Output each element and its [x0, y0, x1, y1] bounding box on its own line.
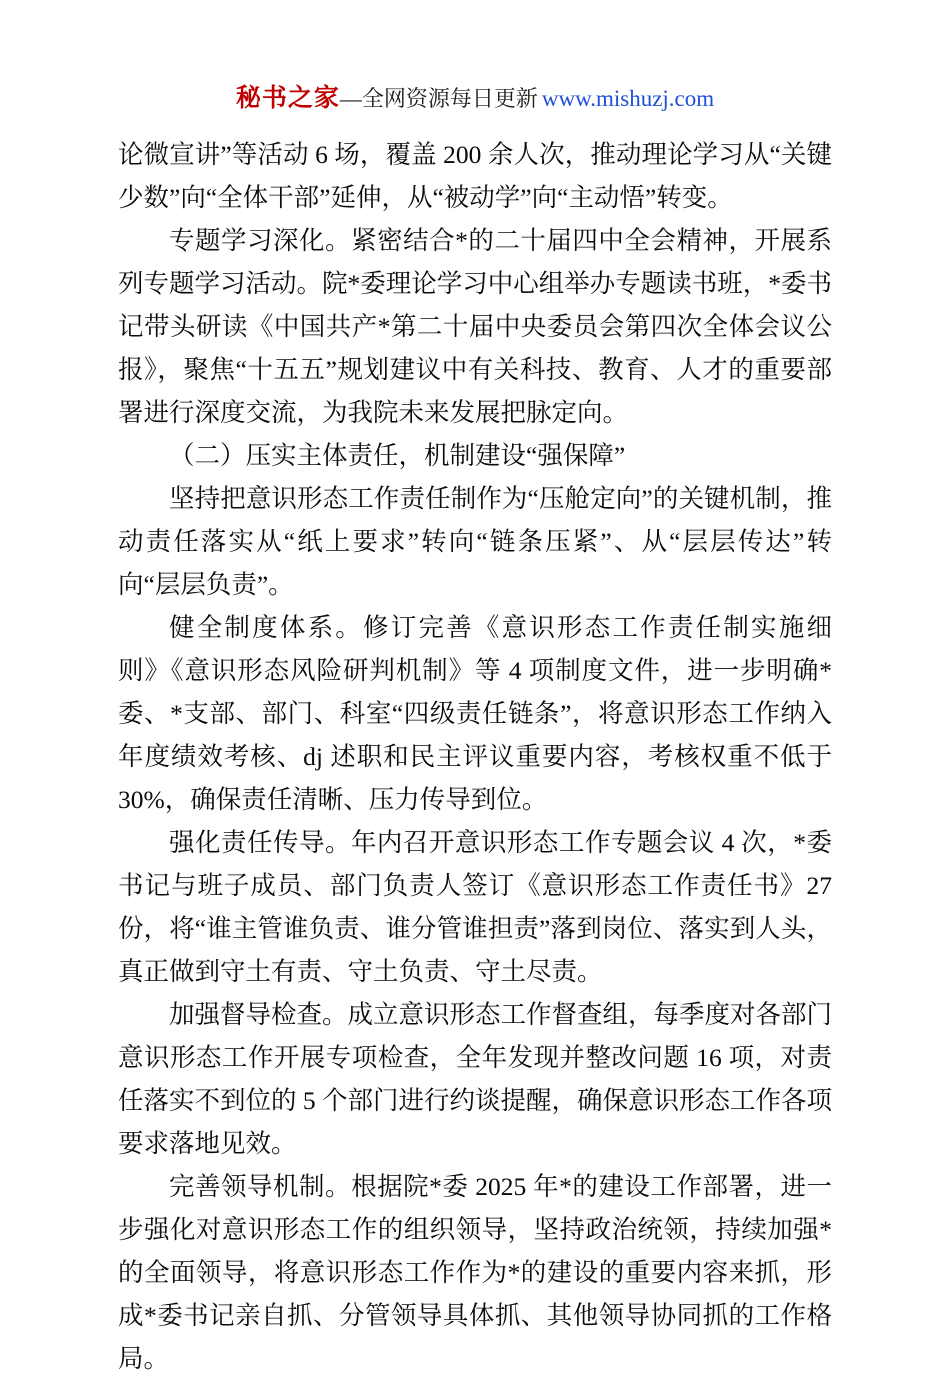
site-url[interactable]: www.mishuzj.com	[541, 86, 715, 111]
section-heading: （二）压实主体责任，机制建设“强保障”	[169, 441, 626, 470]
document-body	[118, 133, 832, 1380]
site-watermark-header	[0, 78, 950, 114]
paragraph: 论微宣讲”等活动 6 场，覆盖 200 余人次，推动理论学习从“关键少数”向“全体干部”延伸，从“被动学”向“主动悟”转变。	[118, 140, 832, 212]
paragraph: 坚持把意识形态工作责任制作为“压舱定向”的关键机制，推动责任落实从“纸上要求”转向“链条压紧”、从“层层传达”转向“层层负责”。	[118, 484, 832, 599]
paragraph: 健全制度体系。修订完善《意识形态工作责任制实施细则》《意识形态风险研判机制》等 4 项制度文件，进一步明确*委、*支部、部门、科室“四级责任链条”，将意识形态工作纳入年度绩效考核、dj 述职和民主评议重要内容，考核权重不低于 30%，确保责任清晰、压力传导到位。	[118, 613, 832, 814]
site-tagline: —全网资源每日更新	[339, 86, 538, 111]
paragraph: 完善领导机制。根据院*委 2025 年*的建设工作部署，进一步强化对意识形态工作的组织领导，坚持政治统领，持续加强*的全面领导，将意识形态工作作为*的建设的重要内容来抓，形成*委书记亲自抓、分管领导具体抓、其他领导协同抓的工作格局。	[118, 1172, 832, 1373]
site-brand-name: 秘书之家	[235, 85, 340, 112]
paragraph: 专题学习深化。紧密结合*的二十届四中全会精神，开展系列专题学习活动。院*委理论学习中心组举办专题读书班，*委书记带头研读《中国共产*第二十届中央委员会第四次全体会议公报》，聚焦“十五五”规划建议中有关科技、教育、人才的重要部署进行深度交流，为我院未来发展把脉定向。	[118, 226, 833, 427]
paragraph: 加强督导检查。成立意识形态工作督查组，每季度对各部门意识形态工作开展专项检查，全年发现并整改问题 16 项，对责任落实不到位的 5 个部门进行约谈提醒，确保意识形态工作各项要求落地见效。	[118, 1000, 833, 1158]
paragraph: 强化责任传导。年内召开意识形态工作专题会议 4 次，*委书记与班子成员、部门负责人签订《意识形态工作责任书》27 份，将“谁主管谁负责、谁分管谁担责”落到岗位、落实到人头，真正做到守土有责、守土负责、守土尽责。	[118, 828, 832, 986]
